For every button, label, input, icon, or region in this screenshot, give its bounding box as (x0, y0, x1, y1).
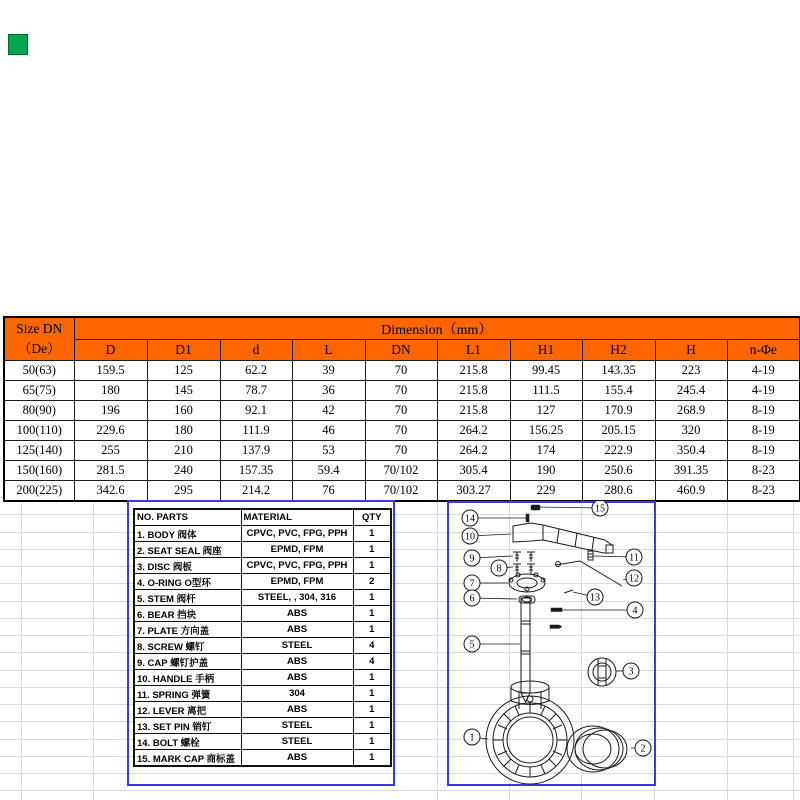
parts-row (134, 654, 391, 670)
qty-cell: 4 (353, 638, 391, 654)
dimension-value-cell: 160 (147, 401, 220, 421)
dimension-value-cell: 111.9 (220, 421, 292, 441)
material-cell: ABS (241, 702, 353, 718)
qty-cell: 1 (353, 558, 391, 574)
gridline-row (0, 721, 800, 722)
parts-row (134, 638, 391, 654)
dimension-value-cell: 222.9 (582, 441, 655, 461)
dimension-value-cell: 223 (655, 361, 727, 381)
size-dn-header-line2: （De） (17, 341, 61, 356)
part-body (486, 681, 574, 784)
dimension-value-cell: 36 (292, 381, 365, 401)
material-cell: STEEL (241, 638, 353, 654)
callout-number-14: 14 (465, 513, 475, 525)
part-name-cell: 15. MARK CAP 商标盖 (134, 750, 241, 767)
dimension-value-cell: 145 (147, 381, 220, 401)
dimension-value-cell: 180 (74, 381, 147, 401)
dimension-value-cell: 157.35 (220, 461, 292, 481)
dimension-value-cell: 391.35 (655, 461, 727, 481)
dimension-row (4, 381, 800, 401)
qty-cell: 1 (353, 542, 391, 558)
material-cell: STEEL (241, 734, 353, 750)
dimension-value-cell: 99.45 (510, 361, 582, 381)
parts-row (134, 590, 391, 606)
valve-diagram-frame (447, 501, 656, 786)
qty-cell: 1 (353, 702, 391, 718)
gridline-row (0, 704, 800, 705)
part-screws (513, 552, 535, 574)
parts-row (134, 718, 391, 734)
callout-number-13: 13 (590, 592, 600, 604)
dimension-value-cell: 268.9 (655, 401, 727, 421)
dimension-row (4, 461, 800, 481)
gridline-row (0, 773, 800, 774)
parts-row (134, 686, 391, 702)
dimension-value-cell: 8-19 (727, 441, 800, 461)
qty-cell: 1 (353, 750, 391, 767)
dimension-value-cell: 70/102 (365, 481, 437, 502)
callout-number-1: 1 (469, 732, 475, 744)
callout-number-5: 5 (469, 639, 475, 651)
gridline-row (0, 652, 800, 653)
dimension-value-cell: 8-23 (727, 481, 800, 502)
material-cell: CPVC, PVC, FPG, PPH (241, 558, 353, 574)
parts-row (134, 622, 391, 638)
dimension-value-cell: 111.5 (510, 381, 582, 401)
dimension-column-header: L (292, 340, 365, 361)
dimension-header-row-2 (4, 340, 800, 361)
material-cell: CPVC, PVC, FPG, PPH (241, 526, 353, 542)
material-cell: STEEL, , 304, 316 (241, 590, 353, 606)
dimension-value-cell: 190 (510, 461, 582, 481)
size-dn-header (4, 317, 74, 361)
gridline-row (0, 687, 800, 688)
part-name-cell: 7. PLATE 方向盖 (134, 622, 241, 638)
part-handle (513, 523, 613, 553)
dimension-table (3, 316, 800, 502)
callout-number-6: 6 (469, 593, 475, 605)
gridline-col (793, 492, 794, 800)
part-bolts (550, 608, 562, 628)
dimension-value-cell: 8-23 (727, 461, 800, 481)
gridline-row (0, 583, 800, 584)
callout-number-11: 11 (629, 552, 639, 564)
dimension-value-cell: 229.6 (74, 421, 147, 441)
dimension-value-cell: 170.9 (582, 401, 655, 421)
part-disc (588, 658, 616, 686)
callout-number-8: 8 (496, 563, 502, 575)
dimension-value-cell: 180 (147, 421, 220, 441)
dimension-column-header: L1 (437, 340, 510, 361)
dimension-table-body (4, 361, 800, 502)
part-name-cell: 12. LEVER 离把 (134, 702, 241, 718)
gridline-row (0, 618, 800, 619)
dimension-value-cell: 229 (510, 481, 582, 502)
parts-row (134, 574, 391, 590)
dimension-value-cell: 46 (292, 421, 365, 441)
green-shape-marker (8, 34, 28, 55)
dimension-table-header (4, 317, 800, 361)
dimension-value-cell: 210 (147, 441, 220, 461)
part-name-cell: 6. BEAR 挡块 (134, 606, 241, 622)
parts-row (134, 558, 391, 574)
part-seat (567, 726, 627, 772)
parts-header-row (134, 509, 391, 526)
parts-row (134, 702, 391, 718)
qty-cell: 1 (353, 526, 391, 542)
part-stem (521, 598, 530, 702)
parts-row (134, 734, 391, 750)
qty-cell: 1 (353, 590, 391, 606)
dimension-column-header: D (74, 340, 147, 361)
parts-table-header (134, 509, 391, 526)
qty-cell: 1 (353, 734, 391, 750)
dimension-row (4, 441, 800, 461)
qty-cell: 1 (353, 622, 391, 638)
qty-cell: 4 (353, 654, 391, 670)
part-mark-cap (531, 505, 540, 510)
callout-number-4: 4 (632, 605, 638, 617)
dimension-value-cell: 350.4 (655, 441, 727, 461)
dimension-value-cell: 196 (74, 401, 147, 421)
part-name-cell: 10. HANDLE 手柄 (134, 670, 241, 686)
parts-column-header: QTY (353, 509, 391, 526)
material-cell: ABS (241, 654, 353, 670)
dimension-value-cell: 4-19 (727, 361, 800, 381)
part-name-cell: 13. SET PIN 销钉 (134, 718, 241, 734)
dimension-value-cell: 159.5 (74, 361, 147, 381)
dimension-header-row-1 (4, 317, 800, 340)
size-cell: 100(110) (4, 421, 74, 441)
dimension-value-cell: 78.7 (220, 381, 292, 401)
dimension-value-cell: 8-19 (727, 401, 800, 421)
dimension-value-cell: 205.15 (582, 421, 655, 441)
dimension-value-cell: 70 (365, 381, 437, 401)
dimension-value-cell: 305.4 (437, 461, 510, 481)
dimension-column-header: D1 (147, 340, 220, 361)
dimension-value-cell: 264.2 (437, 441, 510, 461)
dimension-value-cell: 215.8 (437, 361, 510, 381)
gridline-col (93, 492, 94, 800)
part-plate (509, 573, 545, 592)
dimension-row (4, 401, 800, 421)
dimension-column-header: d (220, 340, 292, 361)
qty-cell: 1 (353, 718, 391, 734)
material-cell: ABS (241, 670, 353, 686)
dimension-value-cell: 53 (292, 441, 365, 461)
dimension-value-cell: 320 (655, 421, 727, 441)
size-cell: 50(63) (4, 361, 74, 381)
dimension-value-cell: 59.4 (292, 461, 365, 481)
dimension-value-cell: 214.2 (220, 481, 292, 502)
dimension-row (4, 361, 800, 381)
qty-cell: 2 (353, 574, 391, 590)
parts-row (134, 670, 391, 686)
size-cell: 150(160) (4, 461, 74, 481)
gridline-row (0, 635, 800, 636)
gridline-row (0, 566, 800, 567)
gridline-col (21, 492, 22, 800)
gridline-row (0, 532, 800, 533)
dimension-column-header: H (655, 340, 727, 361)
dimension-value-cell: 70/102 (365, 461, 437, 481)
gridline-row (0, 670, 800, 671)
dimension-value-cell: 70 (365, 441, 437, 461)
part-name-cell: 4. O-RING O型环 (134, 574, 241, 590)
gridline-row (0, 739, 800, 740)
callout-number-2: 2 (640, 743, 646, 755)
size-dn-header-line1: Size DN (16, 321, 63, 336)
flange-ribs (493, 703, 567, 777)
valve-exploded-diagram (447, 501, 656, 786)
qty-cell: 1 (353, 670, 391, 686)
gridline-row (0, 601, 800, 602)
dimension-value-cell: 125 (147, 361, 220, 381)
dimension-row (4, 421, 800, 441)
material-cell: ABS (241, 622, 353, 638)
size-cell: 200(225) (4, 481, 74, 502)
dimension-value-cell: 281.5 (74, 461, 147, 481)
callout-number-3: 3 (628, 666, 634, 678)
dimension-value-cell: 255 (74, 441, 147, 461)
dimension-value-cell: 215.8 (437, 381, 510, 401)
parts-row (134, 606, 391, 622)
dimension-value-cell: 4-19 (727, 381, 800, 401)
dimension-value-cell: 143.35 (582, 361, 655, 381)
part-name-cell: 2. SEAT SEAL 阀座 (134, 542, 241, 558)
gridline-row (0, 549, 800, 550)
dimension-value-cell: 70 (365, 361, 437, 381)
parts-row (134, 750, 391, 767)
parts-row (134, 526, 391, 542)
qty-cell: 1 (353, 686, 391, 702)
part-lever (556, 561, 623, 586)
part-spring (588, 551, 593, 560)
callout-number-12: 12 (629, 573, 639, 585)
gridline-row (0, 514, 800, 515)
part-name-cell: 8. SCREW 螺钉 (134, 638, 241, 654)
part-set-pin (564, 590, 573, 593)
material-cell: 304 (241, 686, 353, 702)
dimension-value-cell: 215.8 (437, 401, 510, 421)
material-cell: ABS (241, 750, 353, 767)
part-name-cell: 14. BOLT 螺栓 (134, 734, 241, 750)
dimension-column-header: H2 (582, 340, 655, 361)
material-cell: ABS (241, 606, 353, 622)
dimension-value-cell: 250.6 (582, 461, 655, 481)
callout-number-7: 7 (469, 578, 475, 590)
part-name-cell: 3. DISC 阀板 (134, 558, 241, 574)
dimension-value-cell: 70 (365, 421, 437, 441)
gridline-row (0, 790, 800, 791)
dimension-value-cell: 127 (510, 401, 582, 421)
callout-number-10: 10 (465, 531, 475, 543)
parts-list-table (133, 508, 392, 767)
dimension-value-cell: 70 (365, 401, 437, 421)
dimension-value-cell: 42 (292, 401, 365, 421)
gridline-col (437, 492, 438, 800)
qty-cell: 1 (353, 606, 391, 622)
dimension-value-cell: 8-19 (727, 421, 800, 441)
gridline-row (0, 756, 800, 757)
size-cell: 80(90) (4, 401, 74, 421)
dimension-row (4, 481, 800, 502)
size-cell: 125(140) (4, 441, 74, 461)
parts-row (134, 542, 391, 558)
parts-table-body (134, 526, 391, 767)
dimension-value-cell: 174 (510, 441, 582, 461)
dimension-value-cell: 155.4 (582, 381, 655, 401)
dimension-value-cell: 39 (292, 361, 365, 381)
dimension-value-cell: 76 (292, 481, 365, 502)
dimension-value-cell: 264.2 (437, 421, 510, 441)
dimension-value-cell: 280.6 (582, 481, 655, 502)
part-name-cell: 5. STEM 阀杆 (134, 590, 241, 606)
dimension-group-header: Dimension（mm） (74, 317, 800, 340)
dimension-column-header: n-Φe (727, 340, 800, 361)
dimension-value-cell: 460.9 (655, 481, 727, 502)
dimension-value-cell: 245.4 (655, 381, 727, 401)
dimension-value-cell: 62.2 (220, 361, 292, 381)
part-name-cell: 11. SPRING 弹簧 (134, 686, 241, 702)
dimension-value-cell: 92.1 (220, 401, 292, 421)
callout-number-9: 9 (469, 553, 475, 565)
material-cell: EPMD, FPM (241, 574, 353, 590)
parts-column-header: MATERIAL (241, 509, 353, 526)
dimension-value-cell: 295 (147, 481, 220, 502)
size-cell: 65(75) (4, 381, 74, 401)
dimension-value-cell: 137.9 (220, 441, 292, 461)
material-cell: STEEL (241, 718, 353, 734)
dimension-value-cell: 303.27 (437, 481, 510, 502)
parts-column-header: NO. PARTS (134, 509, 241, 526)
callout-leader-15 (539, 507, 600, 508)
part-name-cell: 1. BODY 阀体 (134, 526, 241, 542)
part-name-cell: 9. CAP 螺钉护盖 (134, 654, 241, 670)
callout-number-15: 15 (595, 503, 605, 515)
dimension-value-cell: 240 (147, 461, 220, 481)
material-cell: EPMD, FPM (241, 542, 353, 558)
dimension-value-cell: 156.25 (510, 421, 582, 441)
dimension-column-header: H1 (510, 340, 582, 361)
dimension-column-header: DN (365, 340, 437, 361)
gridline-col (727, 492, 728, 800)
dimension-value-cell: 342.6 (74, 481, 147, 502)
